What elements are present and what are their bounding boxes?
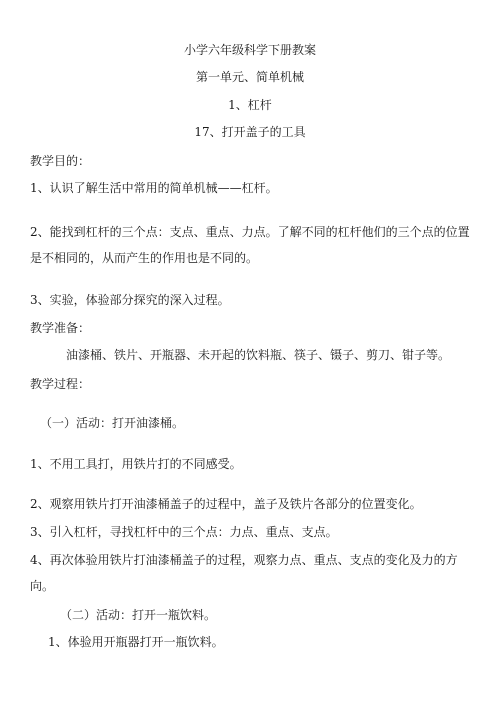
activity-2-title: （二）活动：打开一瓶饮料。 <box>60 608 217 622</box>
goals-heading: 教学目的： <box>30 154 91 168</box>
goal-item-2: 2、能找到杠杆的三个点：支点、重点、力点。了解不同的杠杆他们的三个点的位置 <box>30 225 470 239</box>
goal-item-2-continued: 是不相同的，从而产生的作用也是不同的。 <box>30 251 259 265</box>
section-title: 1、杠杆 <box>228 98 272 112</box>
prep-items: 油漆桶、铁片、开瓶器、未开起的饮料瓶、筷子、镊子、剪刀、钳子等。 <box>66 348 451 362</box>
activity-2-step-1: 1、体验用开瓶器打开一瓶饮料。 <box>48 635 224 649</box>
activity-1-step-4: 4、再次体验用铁片打油漆桶盖子的过程，观察力点、重点、支点的变化及力的方 <box>30 553 458 567</box>
goal-item-3: 3、实验，体验部分探究的深入过程。 <box>30 293 230 307</box>
activity-1-step-1: 1、不用工具打，用铁片打的不同感受。 <box>30 457 242 471</box>
unit-title: 第一单元、简单机械 <box>195 70 304 84</box>
lesson-title: 17、打开盖子的工具 <box>194 125 306 139</box>
activity-1-step-2: 2、观察用铁片打开油漆桶盖子的过程中，盖子及铁片各部分的位置变化。 <box>30 497 422 511</box>
activity-1-title: （一）活动：打开油漆桶。 <box>40 416 185 430</box>
prep-heading: 教学准备： <box>30 321 91 335</box>
process-heading: 教学过程： <box>30 377 91 391</box>
activity-1-step-4-continued: 向。 <box>30 579 55 593</box>
activity-1-step-3: 3、引入杠杆，寻找杠杆中的三个点：力点、重点、支点。 <box>30 525 338 539</box>
goal-item-1: 1、认识了解生活中常用的简单机械——杠杆。 <box>30 181 278 195</box>
document-title: 小学六年级科学下册教案 <box>183 43 316 57</box>
